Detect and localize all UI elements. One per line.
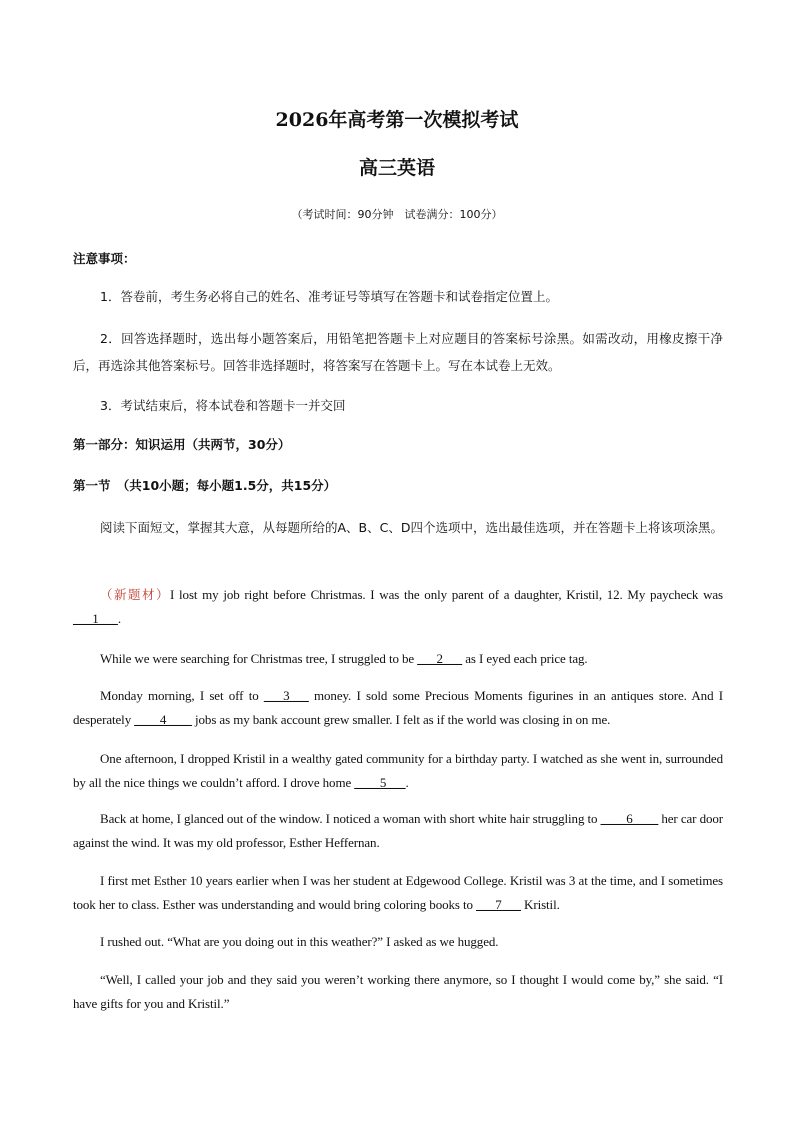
passage-paragraph-8: “Well, I called your job and they said you weren’t working there anymore, so I thought I would come by,” she said. “I have gifts for you and Kristil.” <box>73 972 723 1011</box>
section1-heading: 第一节 （共10小题；每小题1.5分，共15分） <box>73 478 337 493</box>
blank-4: ____4____ <box>134 712 192 727</box>
new-material-tag: （新题材） <box>100 587 171 602</box>
part1-heading: 第一部分：知识运用（共两节，30分） <box>73 437 291 452</box>
note-item-2: 2．回答选择题时，选出每小题答案后，用铅笔把答题卡上对应题目的答案标号涂黑。如需改动，用橡皮擦干净后，再选涂其他答案标号。回答非选择题时，将答案写在答题卡上。写在本试卷上无效。 <box>73 331 723 373</box>
blank-7: ___7___ <box>476 897 521 912</box>
exam-subject: 高三英语 <box>358 157 435 179</box>
note-item-1: 1．答卷前，考生务必将自己的姓名、准考证号等填写在答题卡和试卷指定位置上。 <box>100 289 558 304</box>
exam-title: 2026年高考第一次模拟考试 <box>275 109 519 131</box>
passage-paragraph-5: Back at home, I glanced out of the window. I noticed a woman with short white hair struggling to ____6____ her car door against the wind. It was my old professor, Esther Heffernan. <box>73 811 723 850</box>
blank-2: ___2___ <box>417 651 463 666</box>
passage-paragraph-1: （新题材）I lost my job right before Christmas. I was the only parent of a daughter, Kristil, 12. My paycheck was ___1___. <box>73 587 723 626</box>
passage-paragraph-3: Monday morning, I set off to ___3___ money. I sold some Precious Moments figurines in an antiques store. And I desperately ____4____ jobs as my bank account grew smaller. I felt as if the world was closing in on me. <box>73 688 723 727</box>
exam-info: （考试时间：90分钟 试卷满分：100分） <box>291 208 503 221</box>
passage-paragraph-2: While we were searching for Christmas tree, I struggled to be ___2___ as I eyed each price tag. <box>100 651 588 666</box>
blank-5: ____5___ <box>354 775 406 790</box>
section1-instructions: 阅读下面短文，掌握其大意，从每题所给的A、B、C、D四个选项中，选出最佳选项，并在答题卡上将该项涂黑。 <box>100 520 723 535</box>
passage-paragraph-7: I rushed out. “What are you doing out in this weather?” I asked as we hugged. <box>100 934 499 949</box>
blank-3: ___3___ <box>263 688 309 703</box>
blank-1: ___1___ <box>73 611 118 626</box>
note-item-3: 3．考试结束后，将本试卷和答题卡一并交回 <box>100 398 346 413</box>
passage-paragraph-4: One afternoon, I dropped Kristil in a wealthy gated community for a birthday party. I watched as she went in, surrounded by all the nice things we couldn’t afford. I drove home ____5___. <box>73 751 723 790</box>
blank-6: ____6____ <box>600 811 659 826</box>
passage-paragraph-6: I first met Esther 10 years earlier when I was her student at Edgewood College. Kristil was 3 at the time, and I sometimes took her to class. Esther was understanding and would bring coloring books to ___7___ Kristil. <box>73 873 723 912</box>
notes-heading: 注意事项： <box>73 251 136 266</box>
